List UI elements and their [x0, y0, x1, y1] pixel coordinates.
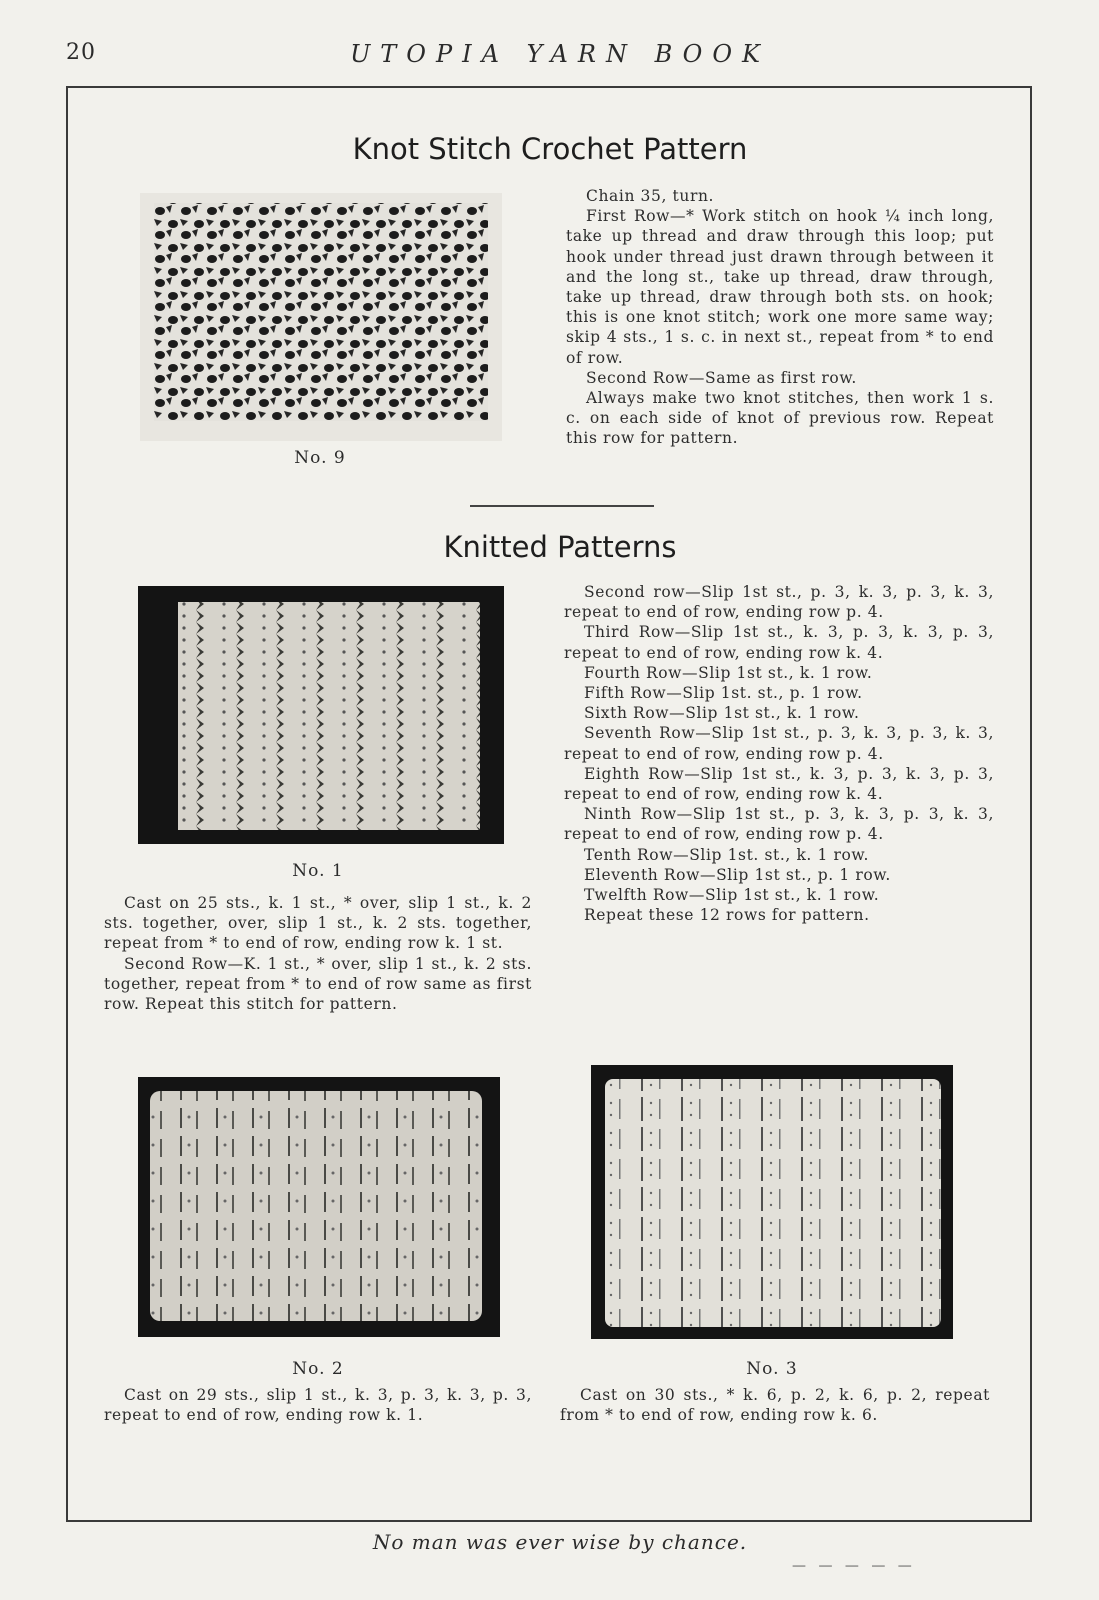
row-instruction: Repeat these 12 rows for pattern. [584, 906, 870, 925]
row-instruction: Fourth Row—Slip 1st st., k. 1 row. [584, 663, 873, 682]
row-instruction: Seventh Row—Slip 1st st., p. 3, k. 3, p. 3, k. 3, repeat to end of row, ending row p. 4. [564, 724, 994, 763]
row-instruction: Tenth Row—Slip 1st. st., k. 1 row. [584, 845, 869, 864]
crochet-paragraph: Always make two knot stitches, then work 1 s. c. on each side of knot of previous row. Repeat this row for pattern. [566, 389, 994, 448]
knitted-section-title: Knitted Patterns [443, 530, 677, 564]
crochet-paragraph: Second Row—Same as first row. [586, 368, 857, 387]
page-number: 20 [66, 40, 96, 65]
swatch-label-no2: No. 2 [292, 1359, 344, 1379]
crochet-paragraph: Chain 35, turn. [586, 187, 715, 205]
swatch-image-no1 [138, 586, 504, 844]
row-instruction: Ninth Row—Slip 1st st., p. 3, k. 3, p. 3, k. 3, repeat to end of row, ending row p. 4. [564, 805, 994, 844]
row-instruction: Third Row—Slip 1st st., k. 3, p. 3, k. 3, p. 3, repeat to end of row, ending row k. 4. [564, 623, 994, 662]
no1-instructions [104, 893, 532, 1014]
no2-paragraph: Cast on 29 sts., slip 1 st., k. 3, p. 3, k. 3, p. 3, repeat to end of row, ending row k. 1. [104, 1386, 532, 1425]
no2-instructions [104, 1385, 532, 1425]
swatch-label-no1: No. 1 [292, 861, 344, 881]
crochet-paragraph: First Row—* Work stitch on hook ¼ inch long, take up thread and draw through this loop; put hook under thread just drawn through between it and the long st., take up thread, draw through, take up thread, draw through both sts. on hook; this is one knot stitch; work one more same way; skip 4 sts., 1 s. c. in next st., repeat from * to end of row. [566, 207, 994, 367]
swatch-image-no2 [138, 1077, 500, 1337]
no1-paragraph: Second Row—K. 1 st., * over, slip 1 st., k. 2 sts. together, repeat from * to end of row same as first row. Repeat this stitch for pattern. [104, 954, 532, 1014]
row-instruction: Eleventh Row—Slip 1st st., p. 1 row. [584, 865, 891, 884]
swatch-label-no3: No. 3 [746, 1359, 798, 1379]
running-title: UTOPIA YARN BOOK [350, 40, 770, 68]
swatch-label-no9: No. 9 [294, 448, 346, 468]
footer-dashes: — — — — — [792, 1558, 916, 1574]
no3-paragraph: Cast on 30 sts., * k. 6, p. 2, k. 6, p. 2, repeat from * to end of row, ending row k. 6. [560, 1386, 990, 1425]
row-instruction: Twelfth Row—Slip 1st st., k. 1 row. [584, 886, 880, 905]
crochet-instructions [566, 186, 994, 449]
section-divider [470, 505, 654, 507]
row-instruction: Fifth Row—Slip 1st. st., p. 1 row. [584, 684, 863, 703]
row-instruction: Eighth Row—Slip 1st st., k. 3, p. 3, k. 3, p. 3, repeat to end of row, ending row k. 4. [564, 764, 994, 804]
no1-paragraph: Cast on 25 sts., k. 1 st., * over, slip 1 st., k. 2 sts. together, over, slip 1 st., k. 2 sts. together, repeat from * to end of row, ending row k. 1 st. [104, 894, 532, 953]
right-column-instructions [564, 582, 994, 925]
no3-instructions [560, 1385, 990, 1425]
footer-motto: No man was ever wise by chance. [372, 1530, 748, 1554]
swatch-image-no3 [591, 1065, 953, 1339]
row-instruction: Second row—Slip 1st st., p. 3, k. 3, p. 3, k. 3, repeat to end of row, ending row p. 4. [564, 583, 994, 622]
crochet-section-title: Knot Stitch Crochet Pattern [352, 132, 748, 166]
row-instruction: Sixth Row—Slip 1st st., k. 1 row. [584, 704, 860, 723]
swatch-image-no9 [140, 193, 502, 441]
